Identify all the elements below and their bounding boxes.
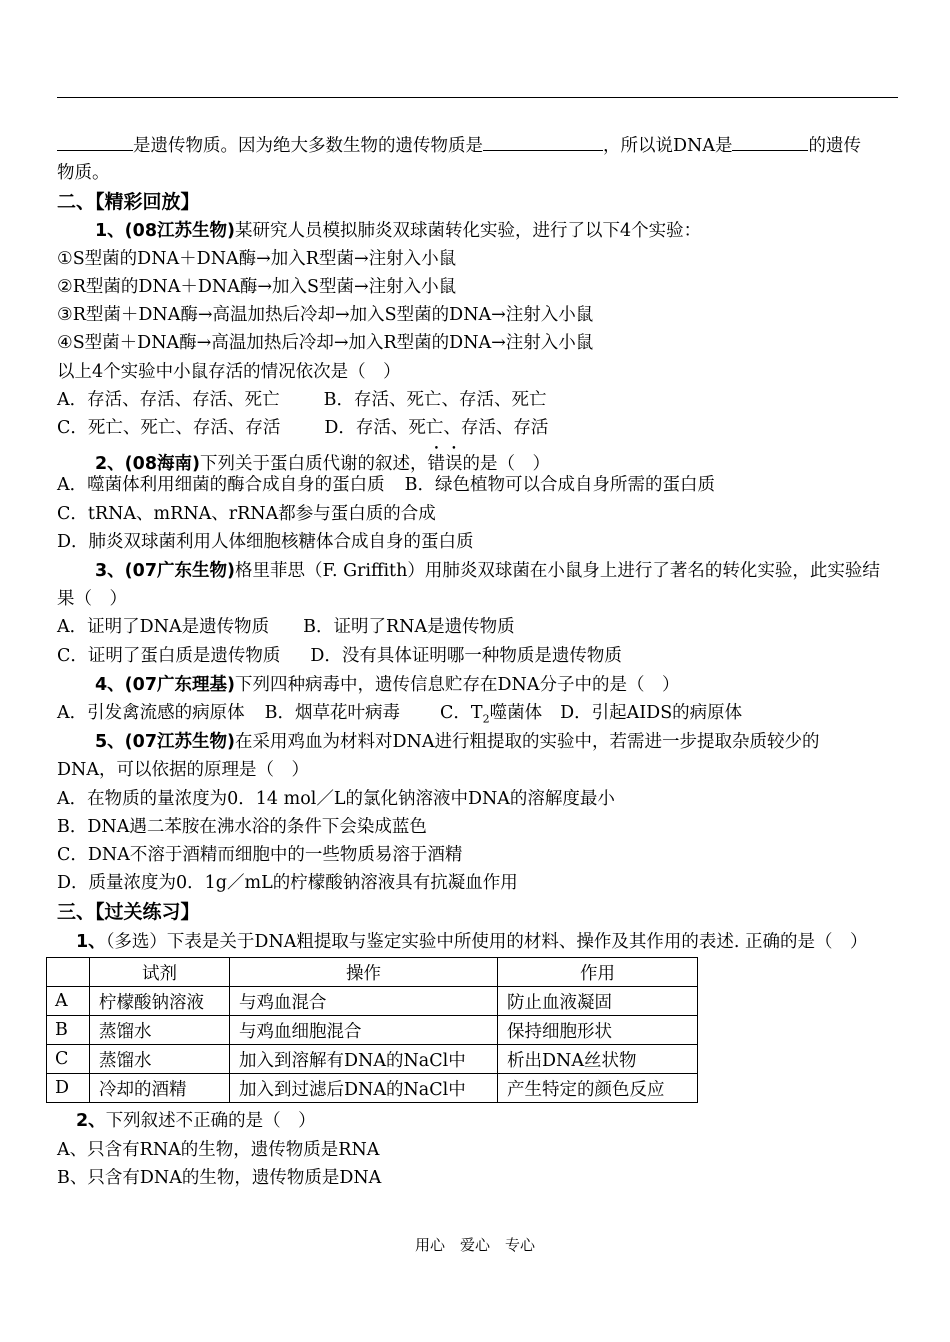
- options-row: [57, 387, 547, 413]
- question-label: 2、: [76, 1111, 106, 1131]
- table-cell: 蒸馏水: [90, 1016, 230, 1045]
- question-label: 2、(08海南): [95, 454, 201, 474]
- table-cell: A: [47, 987, 90, 1016]
- question-text-cont: 果（ ）: [57, 589, 127, 609]
- question-label: 5、(07江苏生物): [95, 732, 236, 752]
- option[interactable]: C．证明了蛋白质是遗传物质: [57, 646, 281, 666]
- question-label: 3、(07广东生物): [95, 561, 236, 581]
- intro-text: 是遗传物质。因为绝大多数生物的遗传物质是: [133, 136, 483, 156]
- option-text: C．T: [440, 703, 483, 723]
- option[interactable]: A．证明了DNA是遗传物质: [57, 617, 270, 637]
- question-prompt: 以上4个实验中小鼠存活的情况依次是（ ）: [57, 362, 401, 382]
- option[interactable]: C．DNA不溶于酒精而细胞中的一些物质易溶于酒精: [57, 845, 463, 865]
- intro-line-2: 物质。: [57, 163, 110, 183]
- table-row: [47, 987, 698, 1016]
- question-text: 下列叙述不正确的是（ ）: [105, 1111, 316, 1131]
- option[interactable]: C．死亡、死亡、存活、存活: [57, 418, 281, 438]
- question-text: 下列四种病毒中，遗传信息贮存在DNA分子中的是（ ）: [235, 675, 680, 695]
- options-row: [57, 643, 622, 669]
- option[interactable]: A．存活、存活、存活、死亡: [57, 390, 280, 410]
- subscript: 2: [482, 712, 490, 726]
- option[interactable]: B、只含有DNA的生物，遗传物质是DNA: [57, 1168, 382, 1188]
- option[interactable]: D．没有具体证明哪一种物质是遗传物质: [310, 646, 622, 666]
- question-text: 格里菲思（F. Griffith）用肺炎双球菌在小鼠身上进行了著名的转化实验，此实验结: [235, 561, 880, 581]
- options-row: [57, 700, 742, 733]
- option[interactable]: B．DNA遇二苯胺在沸水浴的条件下会染成蓝色: [57, 817, 427, 837]
- intro-text: ，所以说DNA是: [603, 136, 733, 156]
- question-text: 的是（ ）: [462, 454, 551, 474]
- table-cell: 析出DNA丝状物: [498, 1045, 698, 1074]
- question-3-stem: [95, 558, 880, 584]
- option[interactable]: D．存活、死亡、存活、存活: [324, 418, 549, 438]
- table-cell: 保持细胞形状: [498, 1016, 698, 1045]
- question-4-stem: [95, 672, 680, 698]
- table-cell: 加入到过滤后DNA的NaCl中: [230, 1074, 498, 1103]
- practice-1-stem: [76, 929, 868, 955]
- section-heading: 二、【精彩回放】: [57, 191, 200, 213]
- fill-blank[interactable]: [483, 132, 603, 151]
- option[interactable]: C．tRNA、mRNA、rRNA都参与蛋白质的合成: [57, 504, 436, 524]
- option[interactable]: A．在物质的量浓度为0．14 mol／L的氯化钠溶液中DNA的溶解度最小: [57, 789, 615, 809]
- table-header-cell: 操作: [230, 958, 498, 987]
- option[interactable]: B．烟草花叶病毒: [264, 703, 401, 723]
- emphasized-word: 错误: [427, 454, 463, 474]
- table-header-row: [47, 958, 698, 987]
- materials-table: [46, 957, 698, 1103]
- table-row: [47, 1045, 698, 1074]
- option[interactable]: [440, 703, 543, 726]
- option[interactable]: A．引发禽流感的病原体: [57, 703, 245, 723]
- table-cell: B: [47, 1016, 90, 1045]
- question-label: 4、(07广东理基): [95, 675, 236, 695]
- fill-blank[interactable]: [732, 132, 808, 151]
- fill-blank[interactable]: [57, 132, 133, 151]
- option[interactable]: B．存活、死亡、存活、死亡: [323, 390, 547, 410]
- page-footer: 用心 爱心 专心: [414, 1236, 535, 1254]
- table-header-cell: 试剂: [90, 958, 230, 987]
- option[interactable]: A．噬菌体利用细菌的酶合成自身的蛋白质: [57, 475, 385, 495]
- options-row: [57, 472, 715, 498]
- option[interactable]: B．绿色植物可以合成自身所需的蛋白质: [404, 475, 715, 495]
- table-cell: 与鸡血细胞混合: [230, 1016, 498, 1045]
- intro-text: 的遗传: [808, 136, 861, 156]
- intro-line-1: [57, 132, 861, 159]
- experiment-step: ②R型菌的DNA＋DNA酶→加入S型菌→注射入小鼠: [57, 277, 457, 297]
- header-rule: [57, 97, 898, 98]
- question-5-stem: [95, 729, 820, 755]
- question-text: 某研究人员模拟肺炎双球菌转化实验，进行了以下4个实验：: [235, 221, 702, 241]
- options-row: [57, 415, 548, 441]
- option[interactable]: A、只含有RNA的生物，遗传物质是RNA: [57, 1140, 380, 1160]
- table-cell: 防止血液凝固: [498, 987, 698, 1016]
- option[interactable]: D．质量浓度为0．1g／mL的柠檬酸钠溶液具有抗凝血作用: [57, 873, 518, 893]
- question-text: 下列关于蛋白质代谢的叙述，: [200, 454, 428, 474]
- question-label: 1、(08江苏生物): [95, 221, 236, 241]
- question-label: 1、: [76, 932, 106, 952]
- table-row: [47, 1074, 698, 1103]
- table-cell: 产生特定的颜色反应: [498, 1074, 698, 1103]
- table-cell: 与鸡血混合: [230, 987, 498, 1016]
- experiment-step: ④S型菌＋DNA酶→高温加热后冷却→加入R型菌的DNA→注射入小鼠: [57, 333, 594, 353]
- option[interactable]: D．引起AIDS的病原体: [560, 703, 743, 723]
- table-cell: 柠檬酸钠溶液: [90, 987, 230, 1016]
- table-cell: 蒸馏水: [90, 1045, 230, 1074]
- section-heading: 三、【过关练习】: [57, 901, 200, 923]
- table-header-cell: [47, 958, 90, 987]
- table-cell: 冷却的酒精: [90, 1074, 230, 1103]
- options-row: [57, 614, 515, 640]
- question-text: 在采用鸡血为材料对DNA进行粗提取的实验中，若需进一步提取杂质较少的: [235, 732, 820, 752]
- table-cell: D: [47, 1074, 90, 1103]
- table-cell: 加入到溶解有DNA的NaCl中: [230, 1045, 498, 1074]
- experiment-step: ③R型菌＋DNA酶→高温加热后冷却→加入S型菌的DNA→注射入小鼠: [57, 305, 594, 325]
- table-header-cell: 作用: [498, 958, 698, 987]
- practice-2-stem: [76, 1108, 316, 1134]
- option-text: 噬菌体: [489, 703, 543, 723]
- question-text-cont: DNA，可以依据的原理是（ ）: [57, 760, 309, 780]
- table-row: [47, 1016, 698, 1045]
- experiment-step: ①S型菌的DNA＋DNA酶→加入R型菌→注射入小鼠: [57, 249, 457, 269]
- option[interactable]: D．肺炎双球菌利用人体细胞核糖体合成自身的蛋白质: [57, 532, 474, 552]
- question-text: （多选）下表是关于DNA粗提取与鉴定实验中所使用的材料、操作及其作用的表述. 正确的是（ ）: [105, 932, 868, 952]
- option[interactable]: B．证明了RNA是遗传物质: [303, 617, 515, 637]
- question-1-stem: [95, 218, 701, 244]
- table-cell: C: [47, 1045, 90, 1074]
